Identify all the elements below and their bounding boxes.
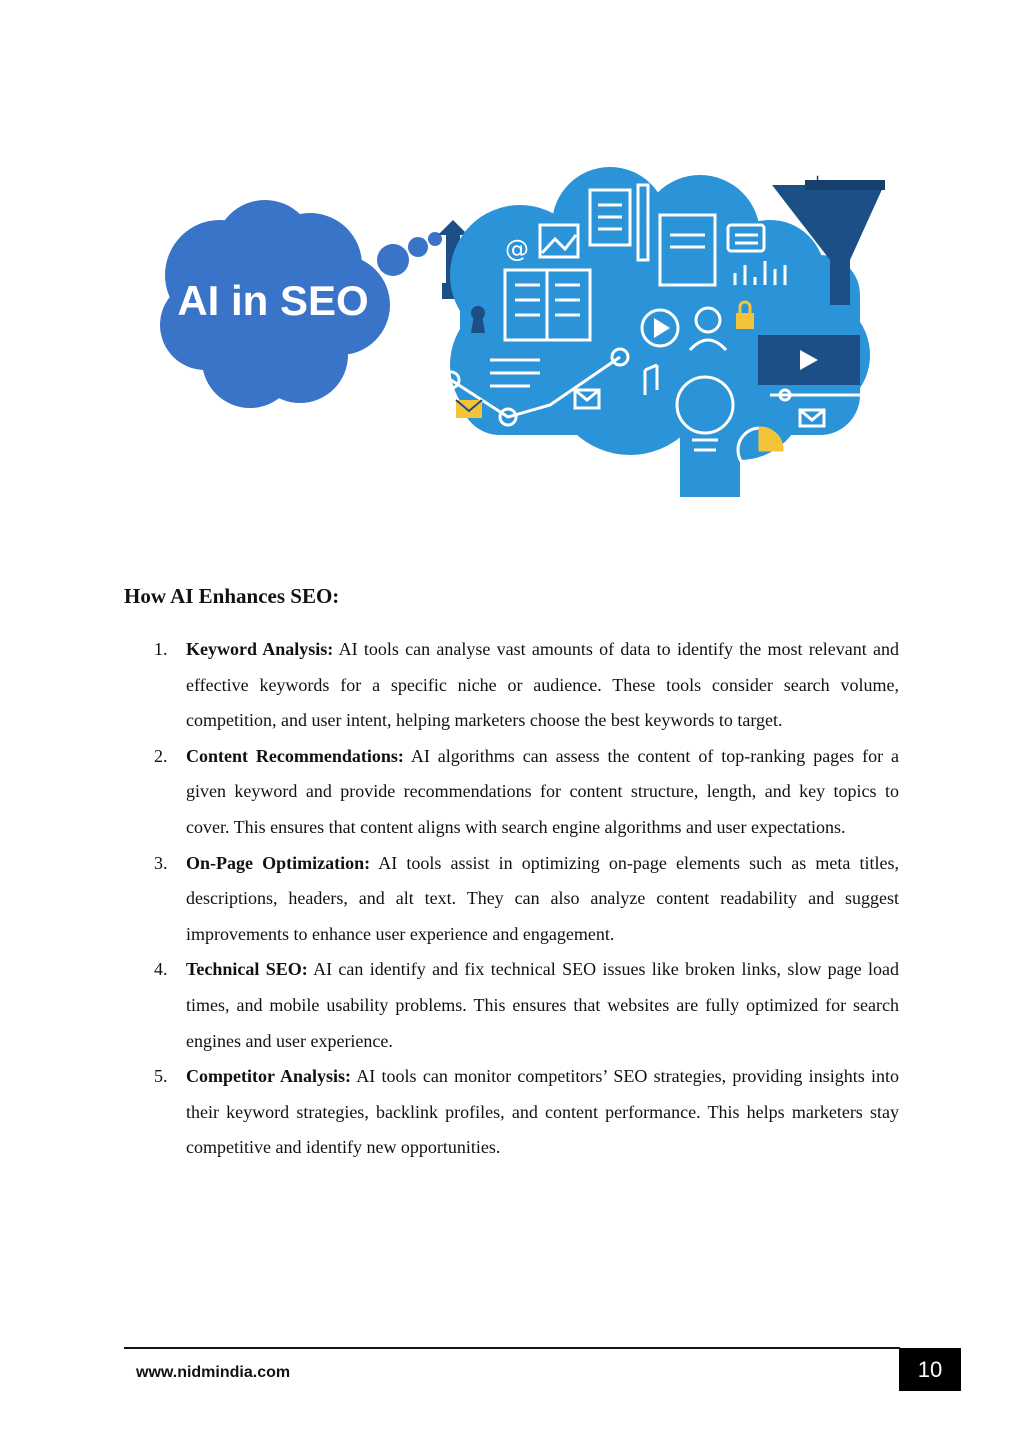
list-text: AI tools can analyse vast amounts of data to identify the most relevant and effective keywords for a specific niche or audience. These tools consider search volume, competition, and user intent, helping marketers choose the best keywords to target.: [186, 639, 899, 731]
thought-bubbles: [377, 232, 442, 276]
page-number: 10: [899, 1348, 961, 1391]
at-sign-icon: [505, 235, 529, 263]
svg-text:+: +: [810, 171, 826, 192]
list-number: 5.: [154, 1066, 168, 1087]
enhancement-list: [150, 632, 899, 1166]
list-number: 2.: [154, 745, 168, 766]
list-text: AI can identify and fix technical SEO issues like broken links, slow page load times, and mobile usability problems. This ensures that websites are fully optimized for search engines and user experience.: [186, 959, 900, 1051]
list-number: 3.: [154, 852, 168, 873]
list-number: 4.: [154, 959, 168, 980]
footer-url[interactable]: www.nidmindia.com: [136, 1364, 291, 1381]
envelope-yellow-icon: [456, 400, 482, 418]
list-item: [150, 739, 899, 846]
list-item: [150, 846, 899, 953]
list-text: AI tools can monitor competitors’ SEO strategies, providing insights into their keyword strategies, backlink profiles, and content performance. This helps marketers stay competitive and identify new opportunities.: [186, 1066, 899, 1158]
list-item: [150, 632, 899, 739]
list-text: AI tools assist in optimizing on-page elements such as meta titles, descriptions, headers, and alt text. They can also analyze content readability and suggest improvements to enhance user experience and engagement.: [186, 852, 899, 944]
list-term: Competitor Analysis:: [186, 1066, 351, 1087]
list-term: On-Page Optimization:: [186, 852, 371, 873]
list-item: [150, 1059, 899, 1166]
list-item: [150, 952, 899, 1059]
footer-divider: [124, 1347, 900, 1349]
list-text: AI algorithms can assess the content of top-ranking pages for a given keyword and provide recommendations for content structure, length, and key topics to cover. This ensures that content aligns with search engine algorithms and user expectations.: [186, 745, 900, 837]
ai-in-seo-illustration: [160, 165, 890, 505]
section-heading: How AI Enhances SEO:: [124, 584, 340, 608]
ai-in-seo-badge: AI in SEO: [177, 277, 369, 324]
svg-text:@: @: [505, 235, 529, 263]
list-term: Technical SEO:: [186, 959, 308, 980]
video-player-icon: [758, 335, 860, 385]
list-number: 1.: [154, 639, 168, 659]
list-term: Keyword Analysis:: [186, 639, 334, 659]
list-term: Content Recommendations:: [186, 745, 404, 766]
